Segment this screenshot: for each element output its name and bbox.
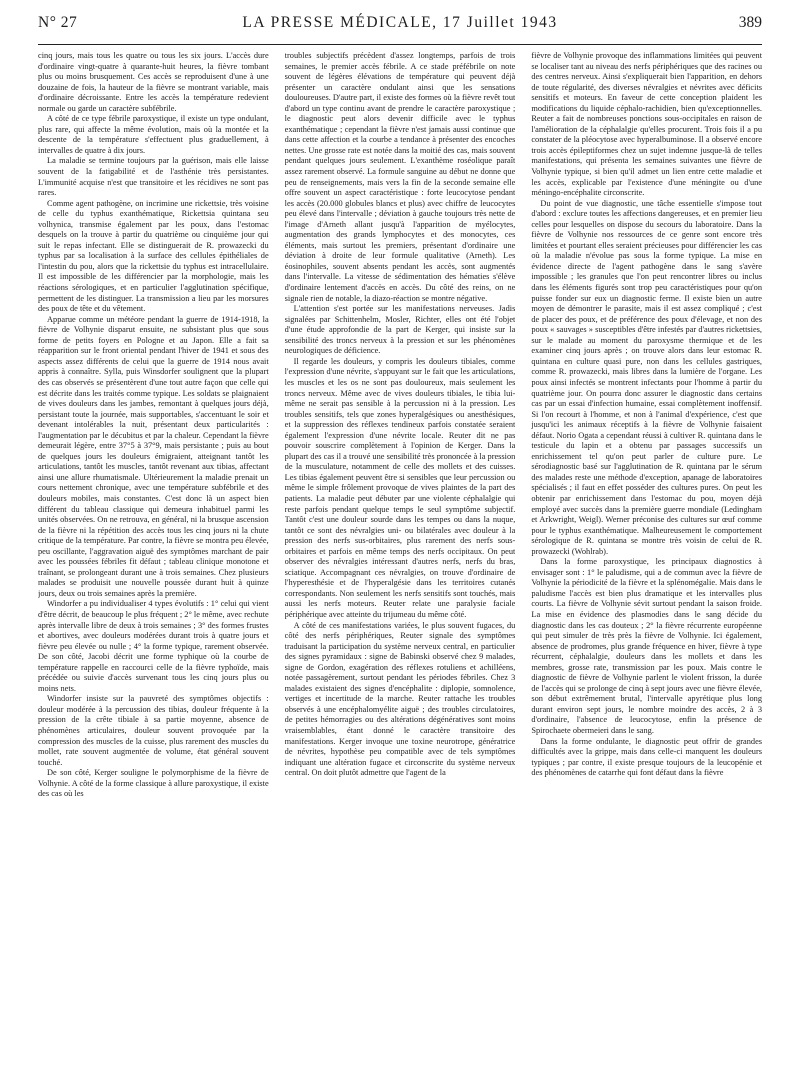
- column-2: [285, 51, 516, 1069]
- paragraph: Il regarde les douleurs, y compris les douleurs tibiales, comme l'expression d'une névrite, s'appuyant sur le fait que les articulations, les muscles et les os ne sont pas douloureux, mais seulement les troncs nerveux. Même avec de vives douleurs tibiales, le tibia lui-même ne serait pas sensible à la percussion ni à la pression. Les troubles sensitifs, tels que zones hyperalgésiques ou anesthésiques, et la suppression des réflexes tendineux parfois constatée seraient également l'expression d'une névrite locale. Reuter dit ne pas pouvoir souscrire complètement à l'opinion de Kerger. Dans la plupart des cas il a trouvé une sensibilité très prononcée à la pression de la musculature, notamment de celle des mollets et des cuisses. Les tibias également peuvent être si sensibles que leur percussion ou même le simple frôlement provoque de vives plaintes de la part des patients. La maladie peut débuter par une violente céphalalgie qui reste parfois pendant quelque temps le seul symptôme subjectif. Tantôt c'est une douleur sourde dans les tempes ou dans la nuque, tantôt ce sont des névralgies uni- ou bilatérales avec douleur à la pression des nerfs sus-orbitaires, plus rarement des nerfs sous-orbitaires et parfois en même temps des nerfs occipitaux. On peut observer des névralgies intéressant d'autres nerfs, nerfs du bras, sciatique. Accompagnant ces névralgies, on trouve d'ordinaire de l'hyperesthésie et de l'hyperalgésie dans les territoires cutanés correspondants. Non seulement les nerfs sensitifs sont touchés, mais aussi les nerfs moteurs. Reuter relate une paralysie faciale périphérique avec atteinte du trijumeau du même côté.: [284, 356, 516, 619]
- paragraph: A côté de ce type fébrile paroxystique, il existe un type ondulant, plus rare, qui affecte la même évolution, mais où la montée et la descente de la température s'effectuent plus graduellement, à intervalles de quatre à dix jours.: [38, 114, 269, 155]
- paragraph: La maladie se termine toujours par la guérison, mais elle laisse souvent de la fatigabilité et de l'asthénie très persistantes. L'immunité acquise n'est que transitoire et les récidives ne sont pas rares.: [38, 156, 269, 198]
- page-header: [38, 14, 762, 45]
- paragraph: A côté de ces manifestations variées, le plus souvent fugaces, du côté des nerfs périphériques, Reuter signale des symptômes traduisant la participation du système nerveux central, en particulier des signes pyramidaux : signe de Babinski observé chez 9 malades, signe de Gordon, exagération des réflexes rotuliens et achilléens, notée passagèrement, surtout pendant les périodes fébriles. Chez 3 malades existaient des signes d'encéphalite : diplopie, somnolence, vertiges et incertitude de la marche. Reuter rattache les troubles observés à une encéphalomyélite aiguë ; des troubles circulatoires, de petites hémorragies ou des altérations dégénératives sont moins vraisemblables, étant donné le caractère transitoire des manifestations. Kerger invoque une toxine neurotrope, génératrice de névrites, hypothèse peu compatible avec de tels symptômes indiquant une altération fugace et circonscrite du système nerveux central. On doit plutôt admettre que l'agent de la: [284, 620, 516, 778]
- journal-title: LA PRESSE MÉDICALE, 17 Juillet 1943: [242, 14, 558, 31]
- column-1: [38, 51, 269, 1069]
- paragraph: L'attention s'est portée sur les manifestations nerveuses. Jadis signalées par Schittenhelm, Mosler, Richter, elles ont été l'objet d'une étude approfondie de la part de Kerger, qui insiste sur la sensibilité des troncs nerveux à la pression et sur les phénomènes neurologiques de déficience.: [284, 304, 516, 356]
- paragraph: cinq jours, mais tous les quatre ou tous les six jours. L'accès dure d'ordinaire vingt-quatre à quarante-huit heures, la fièvre tombant plus ou moins brusquement. Ces accès se reproduisent d'une à une douzaine de fois, la hauteur de la fièvre se montrant variable, mais d'ordinaire décroissante. Entre les accès la température redevient normale ou garde un caractère subfébrile.: [38, 51, 269, 113]
- paragraph: Apparue comme un météore pendant la guerre de 1914-1918, la fièvre de Volhynie disparut ensuite, ne subsistant plus que sous forme de petits foyers en Pologne et au Japon. Elle a fait sa réapparition sur le front oriental pendant l'hiver de 1941 et sous des aspects assez différents de celui que la guerre de 1914 nous avait appris à connaître. Sylla, puis Winsdorfer soulignent que la plupart des cas observés se présentèrent d'une tout autre façon que celle qui est décrite dans les traités comme typique. Les soldats se plaignaient de vives douleurs dans les jambes, remontant à quelques jours déjà, persistant toute la journée, mais supportables, s'accentuant le soir et devenant intolérables la nuit, présentant deux particularités : l'augmentation par le décubitus et par la chaleur. Cependant la fièvre demeurait légère, entre 37°5 à 37°9, mais persistante ; puis au bout de quelques jours les douleurs émigraient, atteignant tantôt les articulations, tantôt les muscles, tantôt revenant aux tibias, affectant ainsi une allure rhumatismale. Ultérieurement la maladie prenait un cours nettement chronique, avec une température subfébrile et des douleurs mobiles, mais constantes. C'est donc là un aspect bien différent du tableau classique qui demeura inhabituel parmi les unités observées. On ne retrouva, en général, ni la brusque ascension de la fièvre ni la répétition des accès tous les cinq jours ni la chute critique de la température. Par contre, la fièvre se montra peu élevée, peu oscillante, l'aggravation aiguë des symptômes marchant de pair avec les poussées fébriles fit défaut ; tableau clinique monotone et traînant, se prolongeant durant une à trois semaines. Chez plusieurs malades se produisit une nouvelle poussée durant huit à quinze jours, deux ou trois semaines après la première.: [38, 314, 269, 598]
- paragraph: Du point de vue diagnostic, une tâche essentielle s'impose tout d'abord : exclure toutes les affections dangereuses, et en premier lieu celles pour lesquelles on dispose du secours du laboratoire. Dans la fièvre de Volhynie nos ressources de ce genre sont encore très limitées et pourtant elles seraient précieuses pour différencier les cas où la maladie n'évolue pas sous la forme typique. La mise en évidence directe de l'agent pathogène dans le sang s'avère impossible ; les granules que l'on peut rencontrer libres ou inclus dans les éléments figurés sont trop peu caractéristiques pour qu'on puisse fonder sur eux un diagnostic ferme. Il existe bien un autre moyen de démontrer le parasite, mais il est assez compliqué ; c'est de placer des poux, et de préférence des poux d'élevage, et non des poux « sauvages » susceptibles d'être infestés par d'autres rickettsies, sur le malade au moment du paroxysme thermique et de les examiner cinq jours après ; on trouve alors dans leur estomac R. quintana en culture quasi pure, non dans les cellules gastriques, comme R. prowazecki, mais libres dans la lumière de l'organe. Les poux ainsi infectés se montrent infectants pour l'homme à partir du quatrième jour. On pourra donc assurer le diagnostic dans certains cas par un essai d'infection humaine, essai complètement inoffensif. Si l'on recourt à l'homme, et non à l'animal d'expérience, c'est que jusqu'ici les animaux réceptifs à la fièvre de Volhynie faisaient défaut. Norio Ogata a cependant réussi à cultiver R. quintana dans le testicule du lapin et a obtenu par passages successifs un enrichissement tel qu'on peut parler de culture pure. Le sérodiagnostic basé sur l'agglutination de R. quintana par le sérum des malades reste une méthode d'exception, apanage de laboratoires spécialisés ; il faut en effet posséder des cultures pures. On peut les obtenir par enrichissement dans l'estomac du pou, moyen déjà employé avec succès dans la première guerre mondiale (Ledingham et Arkwright, Weigl). Werner préconise des cultures sur œuf comme pour le typhus exanthématique. Malheureusement le comportement sérologique de R. quintana se montre très voisin de celui de R. prowazecki (Wohlrab).: [531, 198, 763, 556]
- paragraph: troubles subjectifs précèdent d'assez longtemps, parfois de trois semaines, le premier accès fébrile. A ce stade préfébrile on note souvent de légères élévations de température qui peuvent déjà présenter un caractère ondulant ainsi que les sensations douloureuses. D'autre part, il existe des formes où la fièvre revêt tout d'abord un type continu avant de prendre le caractère paroxystique ; le diagnostic peut alors devenir difficile avec le typhus exanthématique ; cependant la fièvre n'est jamais aussi continue que dans cette affection et la courbe a tendance à présenter des encoches nettes. Une grosse rate est notée dans la moitié des cas, mais souvent pendant quelques jours seulement. L'exanthème roséolique paraît assez rarement observé. La formule sanguine au début ne donne que peu de renseignements, mais vers la fin de la seconde semaine elle offre souvent un aspect caractéristique : forte leucocytose pendant les accès (20.000 globules blancs et plus) avec chiffre de leucocytes peu élevé dans l'intervalle ; déviation à gauche toujours très nette de l'image d'Arneth allant jusqu'à l'apparition de myélocytes, augmentation des grands lymphocytes et des monocytes, ces éléments, mais surtout les premiers, présentant d'ordinaire une déviation à droite de leur formule qualitative (Arneth). Les éosinophiles, souvent absents pendant les accès, sont augmentés dans l'intervalle. La vitesse de sédimentation des hématies s'élève d'ordinaire lentement d'accès en accès. Du côté des reins, on ne signale rien de notable, la diazo-réaction se montre négative.: [284, 51, 516, 303]
- paragraph: Dans la forme paroxystique, les principaux diagnostics à envisager sont : 1° le paludisme, qui a de commun avec la fièvre de Volhynie la périodicité de la fièvre et la splénomégalie. Mais dans le paludisme l'accès est bien plus dramatique et les intervalles plus courts. La fièvre de Volhynie sévit surtout pendant la saison froide. La mise en évidence des plasmodies dans le sang décide du diagnostic dans les cas douteux ; 2° la fièvre récurrente européenne qui peut simuler de très près la fièvre de Volhynie. Ici également, absence de prodromes, plus grande fréquence en hiver, fièvre à type récurrent, céphalalgie, douleurs dans les mollets et dans les membres, grosse rate, transmission par les poux. Mais contre le diagnostic de fièvre de Volhynie parlent le violent frisson, la durée de l'accès qui se prolonge de cinq à sept jours avec une fièvre élevée, son début extrêmement brutal, l'intervalle apyrétique plus long durant environ sept jours, le nombre moindre des accès, 2 à 3 d'ordinaire, l'absence de leucocytose, enfin la présence de Spirochaete obermeieri dans le sang.: [531, 557, 763, 735]
- paragraph: Windorfer a pu individualiser 4 types évolutifs : 1° celui qui vient d'être décrit, de beaucoup le plus fréquent ; 2° le même, avec rechute après intervalle libre de deux à trois semaines ; 3° des formes frustes et abortives, avec douleurs modérées durant trois à quatre jours et fièvre peu élevée ou nulle ; 4° la forme typique, rarement observée. De son côté, Jacobi décrit une forme typhique où la courbe de température rappelle en raccourci celle de la fièvre typhoïde, mais précédée ou suivie d'accès survenant tous les cinq jours plus ou moins nets.: [38, 599, 269, 693]
- column-3: [531, 51, 762, 1069]
- paragraph: Windorfer insiste sur la pauvreté des symptômes objectifs : douleur modérée à la percussion des tibias, douleur fréquente à la pression de la crête tibiale à sa partie moyenne, absence de phénomènes articulaires, douleur souvent provoquée par la compression des muscles de la cuisse, plus rarement des muscles du mollet, rate souvent augmentée de volume, état général souvent touché.: [38, 694, 269, 767]
- issue-number: N° 27: [38, 14, 78, 31]
- page-number: 389: [738, 14, 762, 31]
- paragraph: fièvre de Volhynie provoque des inflammations limitées qui peuvent se localiser tant au niveau des nerfs périphériques que des racines ou des centres nerveux. Ainsi s'expliquerait bien l'apparition, en dehors de toute régularité, des diverses névralgies et névrites avec déficits sensitifs et moteurs. En faveur de cette conception plaident les modifications du liquide céphalo-rachidien, bien qu'exceptionnelles. Reuter a fait de nombreuses ponctions sous-occipitales en raison de l'amélioration de la céphalalgie qu'elles procurent. Trois fois il a pu constater de la pléocytose avec hyperalbuminose. Il a observé encore trois accès épileptiformes chez un sujet indemne jusque-là de telles manifestations, qui présenta les semaines suivantes une fièvre de Volhynie typique, si bien qu'il admet un lien entre cette maladie et les accès, explicable par l'existence d'une méningite ou d'une méningo-encéphalite circonscrite.: [531, 51, 763, 198]
- paragraph: Comme agent pathogène, on incrimine une rickettsie, très voisine de celle du typhus exanthématique, Rickettsia quintana seu volhynica, transmise également par les poux, dans l'estomac desquels on la trouve à partir du quatrième ou cinquième jour qui suit le repas infectant. Elle se distinguerait de R. prowazecki du typhus par sa localisation à la surface des cellules épithéliales de l'intestin du pou, alors que la rickettsie du typhus est intracellulaire. Il est impossible de les différencier par la morphologie, mais les réactions sérologiques, et en particulier l'agglutination spécifique, permettent de les distinguer. La transmission a lieu par les morsures des poux de tête et du vêtement.: [38, 198, 269, 314]
- paragraph: De son côté, Kerger souligne le polymorphisme de la fièvre de Volhynie. A côté de la forme classique à allure paroxystique, il existe des cas où les: [38, 768, 269, 799]
- text-columns: [38, 51, 762, 1069]
- paragraph: Dans la forme ondulante, le diagnostic peut offrir de grandes difficultés avec la grippe, mais dans celle-ci manquent les douleurs typiques ; par contre, il existe presque toujours de la leucopénie et des phénomènes de catarrhe qui font défaut dans la fièvre: [531, 736, 763, 778]
